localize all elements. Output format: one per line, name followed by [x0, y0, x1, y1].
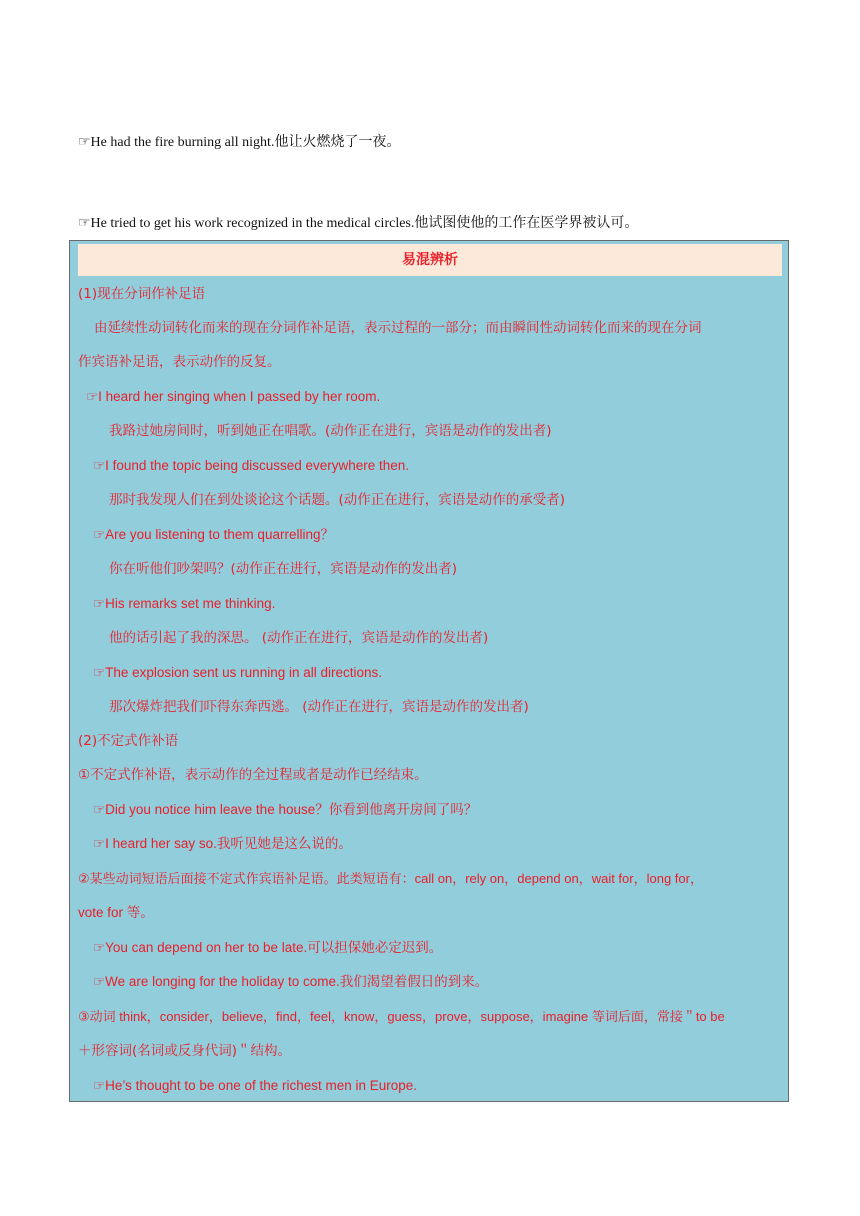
example-translation: 我路过她房间时，听到她正在唱歌。(动作正在进行，宾语是动作的发出者) [109, 423, 552, 439]
example-translation: 那时我发现人们在到处谈论这个话题。(动作正在进行，宾语是动作的承受者) [109, 492, 566, 508]
example-translation: 那次爆炸把我们吓得东奔西逃。 (动作正在进行，宾语是动作的发出者) [109, 699, 529, 715]
example-sentence: ☞The explosion sent us running in all directions. [93, 665, 383, 680]
rule-text: ＋形容词(名词或反身代词)＂结构。 [78, 1043, 292, 1059]
example-sentence-1: ☞He had the fire burning all night.他让火燃烧了一夜。 [78, 135, 401, 150]
rule-text: ②某些动词短语后面接不定式作宾语补足语。此类短语有：call on，rely on，depend on，wait for，long for， [78, 871, 703, 886]
confusion-analysis-box [69, 240, 789, 1102]
example-sentence: ☞We are longing for the holiday to come.我们渴望着假日的到来。 [93, 974, 489, 989]
example-sentence: ☞I heard her say so.我听见她是这么说的。 [93, 836, 352, 851]
section-heading: (2)不定式作补语 [78, 733, 179, 749]
example-sentence: ☞I heard her singing when I passed by her room. [86, 389, 381, 404]
example-sentence: ☞He’s thought to be one of the richest men in Europe. [93, 1078, 418, 1093]
rule-text: ③动词 think，consider，believe，find，feel，know，guess，prove，suppose，imagine 等词后面，常接＂to be [78, 1009, 725, 1024]
rule-text: ①不定式作补语，表示动作的全过程或者是动作已经结束。 [78, 767, 428, 783]
box-header: 易混辨析 [78, 244, 782, 276]
example-sentence: ☞You can depend on her to be late.可以担保她必定迟到。 [93, 940, 443, 955]
example-translation: 你在听他们吵架吗？(动作正在进行，宾语是动作的发出者) [109, 561, 458, 577]
example-sentence: ☞I found the topic being discussed everywhere then. [93, 458, 410, 473]
rule-text: vote for 等。 [78, 905, 154, 920]
explanation-text: 由延续性动词转化而来的现在分词作补足语，表示过程的一部分；而由瞬间性动词转化而来的现在分词 [94, 320, 702, 336]
example-sentence: ☞Did you notice him leave the house？你看到他离开房间了吗？ [93, 802, 478, 817]
section-heading: (1)现在分词作补足语 [78, 286, 206, 302]
example-sentence: ☞Are you listening to them quarrelling？ [93, 527, 334, 542]
example-sentence-2: ☞He tried to get his work recognized in the medical circles.他试图使他的工作在医学界被认可。 [78, 216, 639, 231]
example-sentence: ☞His remarks set me thinking. [93, 596, 276, 611]
explanation-text: 作宾语补足语，表示动作的反复。 [78, 354, 281, 370]
example-translation: 他的话引起了我的深思。 (动作正在进行，宾语是动作的发出者) [109, 630, 489, 646]
